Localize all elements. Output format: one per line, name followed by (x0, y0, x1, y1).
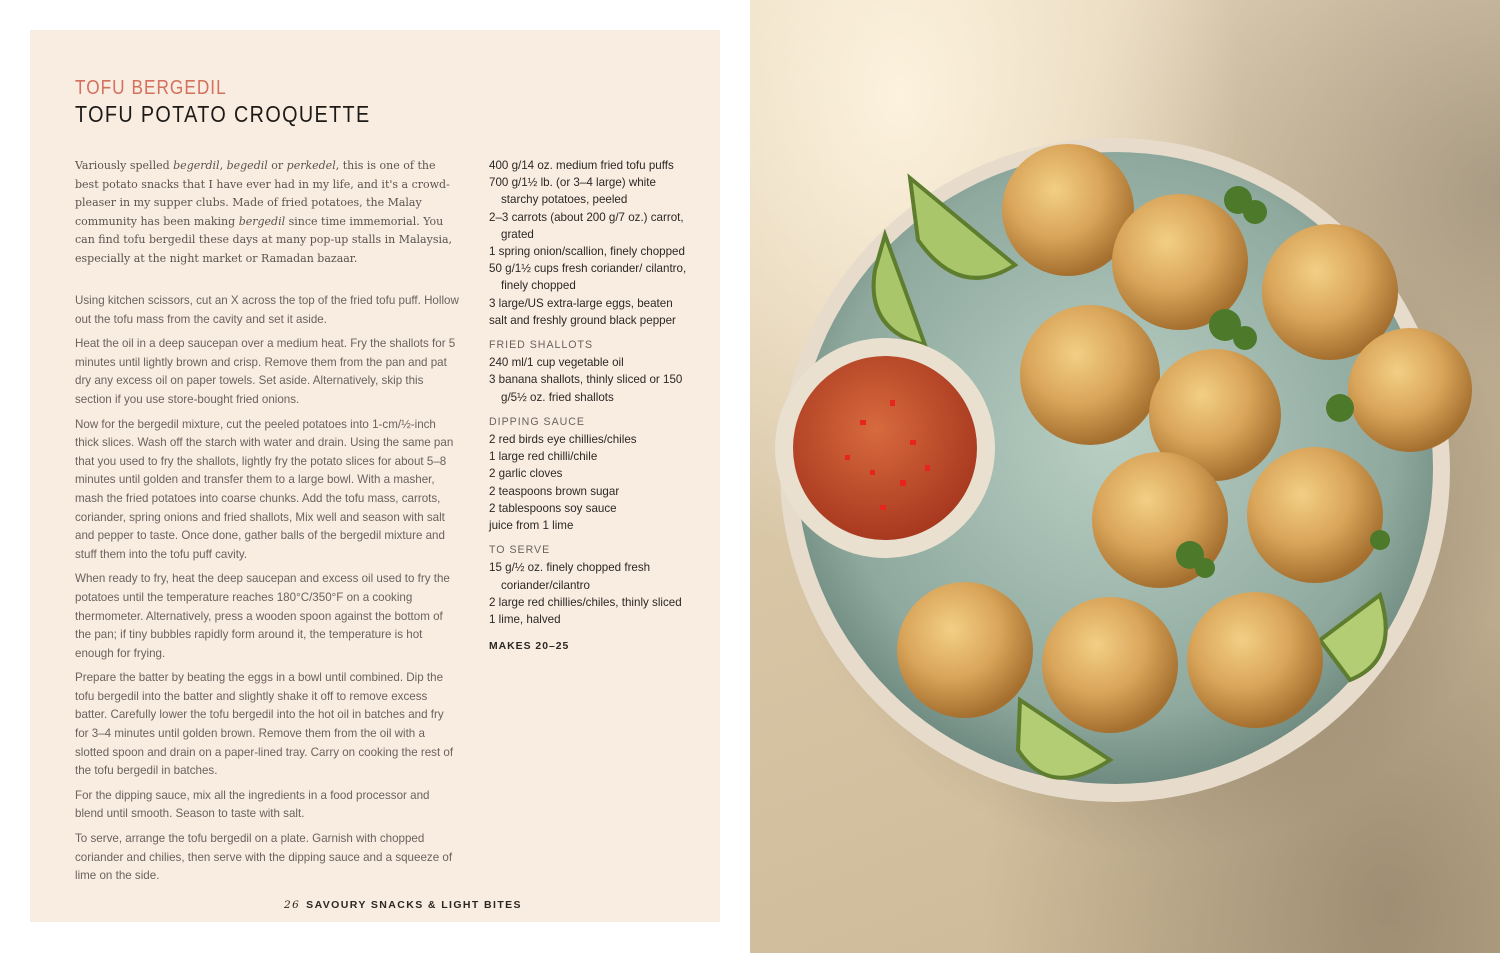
method-step: Now for the bergedil mixture, cut the peeled potatoes into 1-cm/½-inch thick slices. Wash off the starch with water and drain. Using the same pan that you used to fry the shallots, lightly fry the potato slices for about 5–8 minutes until golden and transfer them to a large bowl. With a masher, mash the fried potatoes into coarse chunks. Add the tofu mass, carrots, coriander, spring onions and fried shallots, Mix well and season with salt and pepper to taste. Once done, gather balls of the bergedil mixture and stuff them into the tofu puff cavity. (75, 417, 454, 561)
ingredient-item: salt and freshly ground black pepper (489, 313, 676, 327)
recipe-title-english: TOFU POTATO CROQUETTE (75, 101, 371, 127)
ingredient-item: 240 ml/1 cup vegetable oil (489, 356, 624, 370)
ingredient-item: 1 spring onion/scallion, finely chopped (489, 245, 685, 259)
ingredient-item: 3 large/US extra-large eggs, beaten (489, 296, 673, 310)
intro-italic: bergedil (238, 214, 286, 228)
to-serve-heading: TO SERVE (489, 544, 551, 557)
ingredient-item: 1 lime, halved (489, 613, 561, 627)
ingredient-item: 700 g/1½ lb. (or 3–4 large) white starchy potatoes, peeled (489, 176, 656, 207)
recipe-intro (75, 157, 460, 269)
section-title: SAVOURY SNACKS & LIGHT BITES (306, 899, 522, 911)
makes-yield: MAKES 20–25 (489, 641, 570, 653)
ingredient-item: 15 g/½ oz. finely chopped fresh coriander/cilantro (489, 561, 651, 592)
dipping-sauce-heading: DIPPING SAUCE (489, 415, 586, 428)
ingredient-item: juice from 1 lime (489, 519, 574, 533)
dipping-sauce (793, 356, 977, 540)
ingredient-item: 1 large red chilli/chile (489, 450, 598, 464)
page-number: 26 (284, 899, 301, 911)
ingredient-item: 2 garlic cloves (489, 467, 563, 481)
ingredient-item: 50 g/1½ cups fresh coriander/ cilantro, finely chopped (489, 262, 687, 293)
ingredient-item: 2 tablespoons soy sauce (489, 501, 617, 515)
intro-text: Variously spelled (75, 159, 174, 172)
ingredient-item: 3 banana shallots, thinly sliced or 150 g/5½ oz. fried shallots (489, 373, 683, 404)
intro-italic: begedil (226, 159, 268, 172)
ingredient-item: 2 large red chillies/chiles, thinly sliced (489, 595, 682, 609)
method-step: To serve, arrange the tofu bergedil on a plate. Garnish with chopped coriander and chilies, then serve with the dipping sauce and a squeeze of lime on the side. (75, 832, 453, 883)
recipe-method (75, 292, 460, 892)
food-photo-illustration (750, 0, 1500, 953)
ingredients-list (489, 157, 689, 655)
ingredient-item: 400 g/14 oz. medium fried tofu puffs (489, 159, 674, 172)
intro-text: , this is one of the best potato snacks that I have ever had in my life, and it's a crowd-pleaser in my supper clubs. Made of fried potatoes, the Malay community has been making (75, 159, 450, 228)
method-step: Using kitchen scissors, cut an X across the top of the fried tofu puff. Hollow out the tofu mass from the cavity and set it aside. (75, 294, 459, 326)
recipe-title-native: TOFU BERGEDIL (75, 77, 227, 99)
page-footer (284, 899, 522, 911)
method-step: Prepare the batter by beating the eggs in a bowl until combined. Dip the tofu bergedil into the batter and slightly shake it off to remove excess batter. Carefully lower the tofu bergedil into the hot oil in batches and fry for 3–4 minutes until golden brown. Remove them from the oil with a slotted spoon and drain on a paper-lined tray. Carry on cooking the rest of the tofu bergedil in batches. (75, 671, 454, 778)
method-step: Heat the oil in a deep saucepan over a medium heat. Fry the shallots for 5 minutes until lightly brown and crisp. Remove them from the pan and pat dry any excess oil on paper towels. Set aside. Alternatively, skip this section if you use store-bought fried onions. (75, 337, 456, 406)
intro-italic: perkedel (286, 159, 336, 172)
intro-italic: begerdil (173, 159, 220, 172)
intro-text: or (267, 159, 287, 172)
ingredient-item: 2 teaspoons brown sugar (489, 484, 620, 498)
method-step: For the dipping sauce, mix all the ingredients in a food processor and blend until smooth. Season to taste with salt. (75, 788, 430, 821)
food-photo (750, 0, 1500, 953)
recipe-page (30, 30, 720, 922)
intro-text: since time immemorial. You can find tofu bergedil these days at many pop-up stalls in Malaysia, especially at the night market or Ramadan bazaar. (75, 214, 453, 265)
ingredient-item: 2 red birds eye chillies/chiles (489, 433, 637, 447)
ingredient-item: 2–3 carrots (about 200 g/7 oz.) carrot, grated (489, 210, 684, 241)
method-step: When ready to fry, heat the deep saucepan and excess oil used to fry the potatoes until the temperature reaches 180°C/350°F on a cooking thermometer. Alternatively, press a wooden spoon against the bottom of the pan; if tiny bubbles rapidly form around it, the temperature is hot enough for frying. (75, 572, 450, 660)
fried-shallots-heading: FRIED SHALLOTS (489, 339, 594, 352)
intro-text: , (219, 159, 227, 172)
